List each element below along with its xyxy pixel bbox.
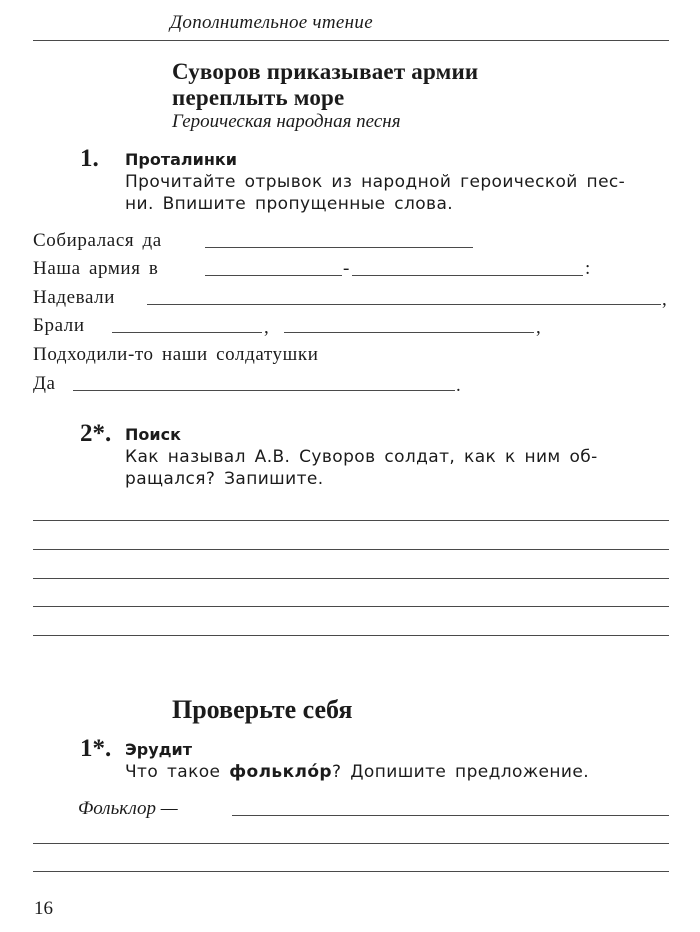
task1-text-line1: Прочитайте отрывок из народной героической пес-	[125, 172, 626, 192]
check-text-after: ? Допишите предложение.	[332, 762, 590, 782]
verse-line-5: Подходили-то наши солдатушки	[33, 344, 319, 365]
verse-blank-2a[interactable]	[205, 275, 342, 276]
answer-line-3[interactable]	[33, 578, 669, 579]
folklore-line-2[interactable]	[33, 843, 669, 844]
verse-blank-6[interactable]	[73, 390, 455, 391]
task2-name: Поиск	[125, 425, 181, 444]
check-task-number: 1*.	[80, 735, 112, 762]
check-term: фольклóр	[229, 762, 333, 782]
folklore-label: Фольклор —	[78, 798, 178, 819]
task2-text-line2: ращался? Запишите.	[125, 469, 324, 489]
page-number: 16	[34, 898, 53, 919]
folklore-line-3[interactable]	[33, 871, 669, 872]
verse-blank-4a[interactable]	[112, 332, 262, 333]
verse-line-4: Брали	[33, 315, 85, 336]
task1-name: Проталинки	[125, 150, 237, 169]
verse-line-6: Да	[33, 373, 56, 394]
running-head: Дополнительное чтение	[170, 12, 373, 33]
verse-blank-4b[interactable]	[284, 332, 534, 333]
folklore-answer-line[interactable]	[232, 815, 669, 816]
task2-text-line1: Как называл А.В. Суворов солдат, как к ним об-	[125, 447, 598, 467]
task2-number: 2*.	[80, 420, 112, 447]
piece-subtitle: Героическая народная песня	[172, 111, 401, 132]
verse-comma-4a: ,	[264, 317, 269, 338]
verse-comma-3: ,	[662, 289, 667, 310]
answer-line-5[interactable]	[33, 635, 669, 636]
check-task-name: Эрудит	[125, 740, 193, 759]
answer-line-1[interactable]	[33, 520, 669, 521]
piece-title-line2: переплыть море	[172, 85, 345, 110]
verse-colon: :	[585, 258, 591, 279]
check-title: Проверьте себя	[172, 695, 353, 724]
header-rule	[33, 40, 669, 41]
answer-line-2[interactable]	[33, 549, 669, 550]
verse-blank-3[interactable]	[147, 304, 661, 305]
answer-line-4[interactable]	[33, 606, 669, 607]
verse-line-1: Собиралася да	[33, 230, 162, 251]
check-task-text	[125, 762, 589, 782]
verse-comma-4b: ,	[536, 317, 541, 338]
verse-blank-1[interactable]	[205, 247, 473, 248]
verse-period: .	[456, 375, 461, 396]
piece-title-line1: Суворов приказывает армии	[172, 59, 479, 84]
verse-blank-2b[interactable]	[352, 275, 583, 276]
verse-dash: -	[343, 258, 350, 279]
check-text-before: Что такое	[125, 762, 230, 782]
task1-text-line2: ни. Впишите пропущенные слова.	[125, 194, 454, 214]
task1-number: 1.	[80, 145, 99, 172]
verse-line-2: Наша армия в	[33, 258, 159, 279]
verse-line-3: Надевали	[33, 287, 116, 308]
